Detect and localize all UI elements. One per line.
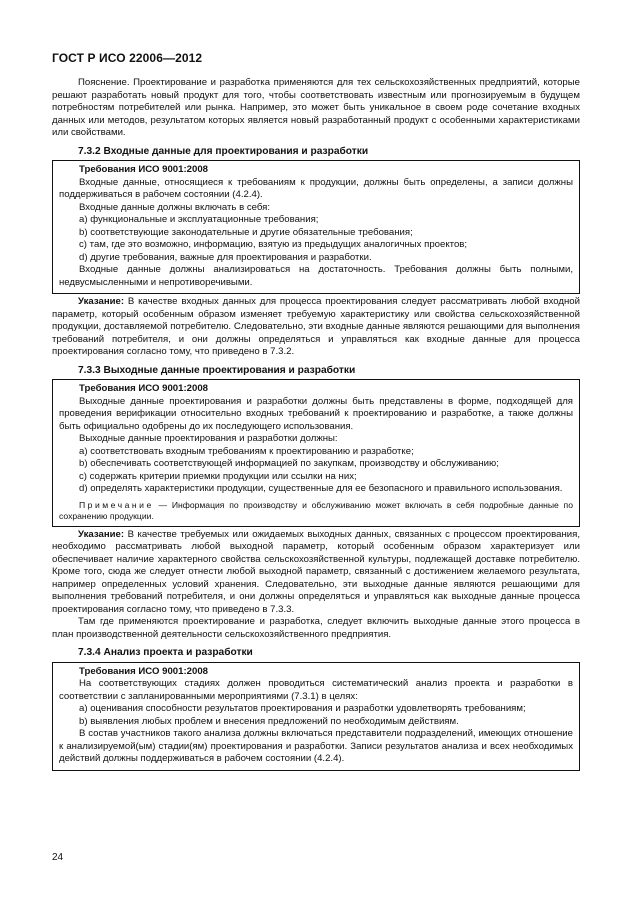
guidance-paragraph-7-3-3 [52, 529, 580, 617]
page-number: 24 [52, 852, 64, 863]
paragraph-after-7-3-3: Там где применяются проектирование и разработка, следует включить выходные данные этого процесса в план производственной деятельности сельскохозяйственного предприятия. [52, 616, 580, 640]
note-text: — Информация по производству и обслуживанию может включать в себя подробные данные по сохранению продукции. [59, 499, 573, 521]
box-paragraph: На соответствующих стадиях должен проводиться систематический анализ проекта и разработки в соответствии с запланированными мероприятиями (7.3.1) в целях: [59, 678, 573, 702]
list-item: c) содержать критерии приемки продукции или ссылки на них; [79, 470, 357, 482]
list-item: b) выявления любых проблем и внесения предложений по необходимым действиям. [79, 715, 459, 727]
guidance-text: В качестве входных данных для процесса проектирования следует рассматривать любой входной параметр, который особенным образом изменяет требуемую характеристику или свойства сельскохозяйственной продукции, доставляемой потребителю. Следовательно, эти входные данные являются решающими для выполнения требований потребителя, и они должны определяться и управляться как входные данные для процесса проектирования согласно тому, что приведено в 7.3.2. [52, 296, 580, 357]
list-item: b) обеспечивать соответствующей информацией по закупкам, производству и обслуживанию; [79, 458, 499, 469]
document-body [52, 77, 580, 773]
requirements-box-7-3-2 [52, 160, 580, 294]
note-paragraph [59, 500, 573, 522]
section-heading-7-3-3: 7.3.3 Выходные данные проектирования и разработки [78, 364, 356, 376]
guidance-label: Указание: [78, 528, 125, 540]
box-title: Требования ИСО 9001:2008 [79, 383, 209, 394]
box-paragraph: Выходные данные проектирования и разработки должны: [79, 433, 338, 444]
list-item: d) определять характеристики продукции, существенные для ее безопасного и правильного использования. [79, 483, 563, 494]
intro-paragraph: Пояснение. Проектирование и разработка применяются для тех сельскохозяйственных предприятий, которые решают разработать новый продукт для того, чтобы соответствовать известным или прогнозируемым в будущем потребностям потребителей или рынка. Например, это может быть уникальное в своем роде сочетание входных данных или методов, результатом которых является новый разработанный продукт с особенными характеристиками или свойствами. [52, 77, 580, 138]
box-paragraph: Входные данные должны включать в себя: [79, 201, 271, 213]
list-item: c) там, где это возможно, информацию, взятую из предыдущих аналогичных проектов; [79, 239, 468, 250]
requirements-box-7-3-4 [52, 662, 580, 771]
note-label: Примечание [79, 499, 154, 510]
box-title: Требования ИСО 9001:2008 [79, 665, 209, 677]
list-item: a) соответствовать входным требованиям к проектированию и разработке; [79, 445, 414, 457]
list-item: d) другие требования, важные для проектирования и разработки. [79, 251, 372, 263]
box-paragraph: Входные данные, относящиеся к требованиям к продукции, должны быть определены, а записи должны поддерживаться в рабочем состоянии (4.2.4). [59, 176, 573, 200]
list-item: a) оценивания способности результатов проектирования и разработки удовлетворять требованиям; [79, 703, 526, 714]
box-title: Требования ИСО 9001:2008 [79, 164, 209, 175]
guidance-text: В качестве требуемых или ожидаемых выходных данных, связанных с процессом проектирования, необходимо рассматривать любой выходной параметр, который особенным образом характеризует или обеспечивает наличие характерного свойства сельскохозяйственной культуры, подлежащей доставке потребителю. Кроме того, сюда же следует отнести любой выходной параметр, связанный с достижением желаемого результата, например определенных условий хранения. Следовательно, эти выходные данные являются решающими для выполнения требований потребителя, и они должны определяться и управляться как выходные данные процесса проектирования согласно тому, что приведено в 7.3.3. [52, 528, 580, 615]
guidance-label: Указание: [78, 296, 125, 307]
box-paragraph: Входные данные должны анализироваться на достаточность. Требования должны быть полными, недвусмысленными и непротиворечивыми. [59, 264, 573, 288]
list-item: a) функциональные и эксплуатационные требования; [79, 214, 319, 225]
guidance-paragraph-7-3-2 [52, 296, 580, 359]
box-paragraph: В состав участников такого анализа должны включаться представители подразделений, имеющих отношение к анализируемой(ым) стадии(ям) проектирования и разработки. Записи результатов анализа и всех необходимых действий должны поддерживаться в рабочем состоянии (4.2.4). [59, 728, 573, 764]
box-paragraph: Выходные данные проектирования и разработки должны быть представлены в форме, подходящей для проведения верификации относительно входных требований к проектированию и разработке, а также должны быть официально одобрены до их последующего использования. [59, 395, 573, 432]
requirements-box-7-3-3 [52, 379, 580, 527]
document-header: ГОСТ Р ИСО 22006—2012 [52, 51, 203, 65]
list-item: b) соответствующие законодательные и другие обязательные требования; [79, 226, 413, 238]
section-heading-7-3-4: 7.3.4 Анализ проекта и разработки [78, 647, 253, 658]
section-heading-7-3-2: 7.3.2 Входные данные для проектирования и разработки [78, 145, 369, 157]
